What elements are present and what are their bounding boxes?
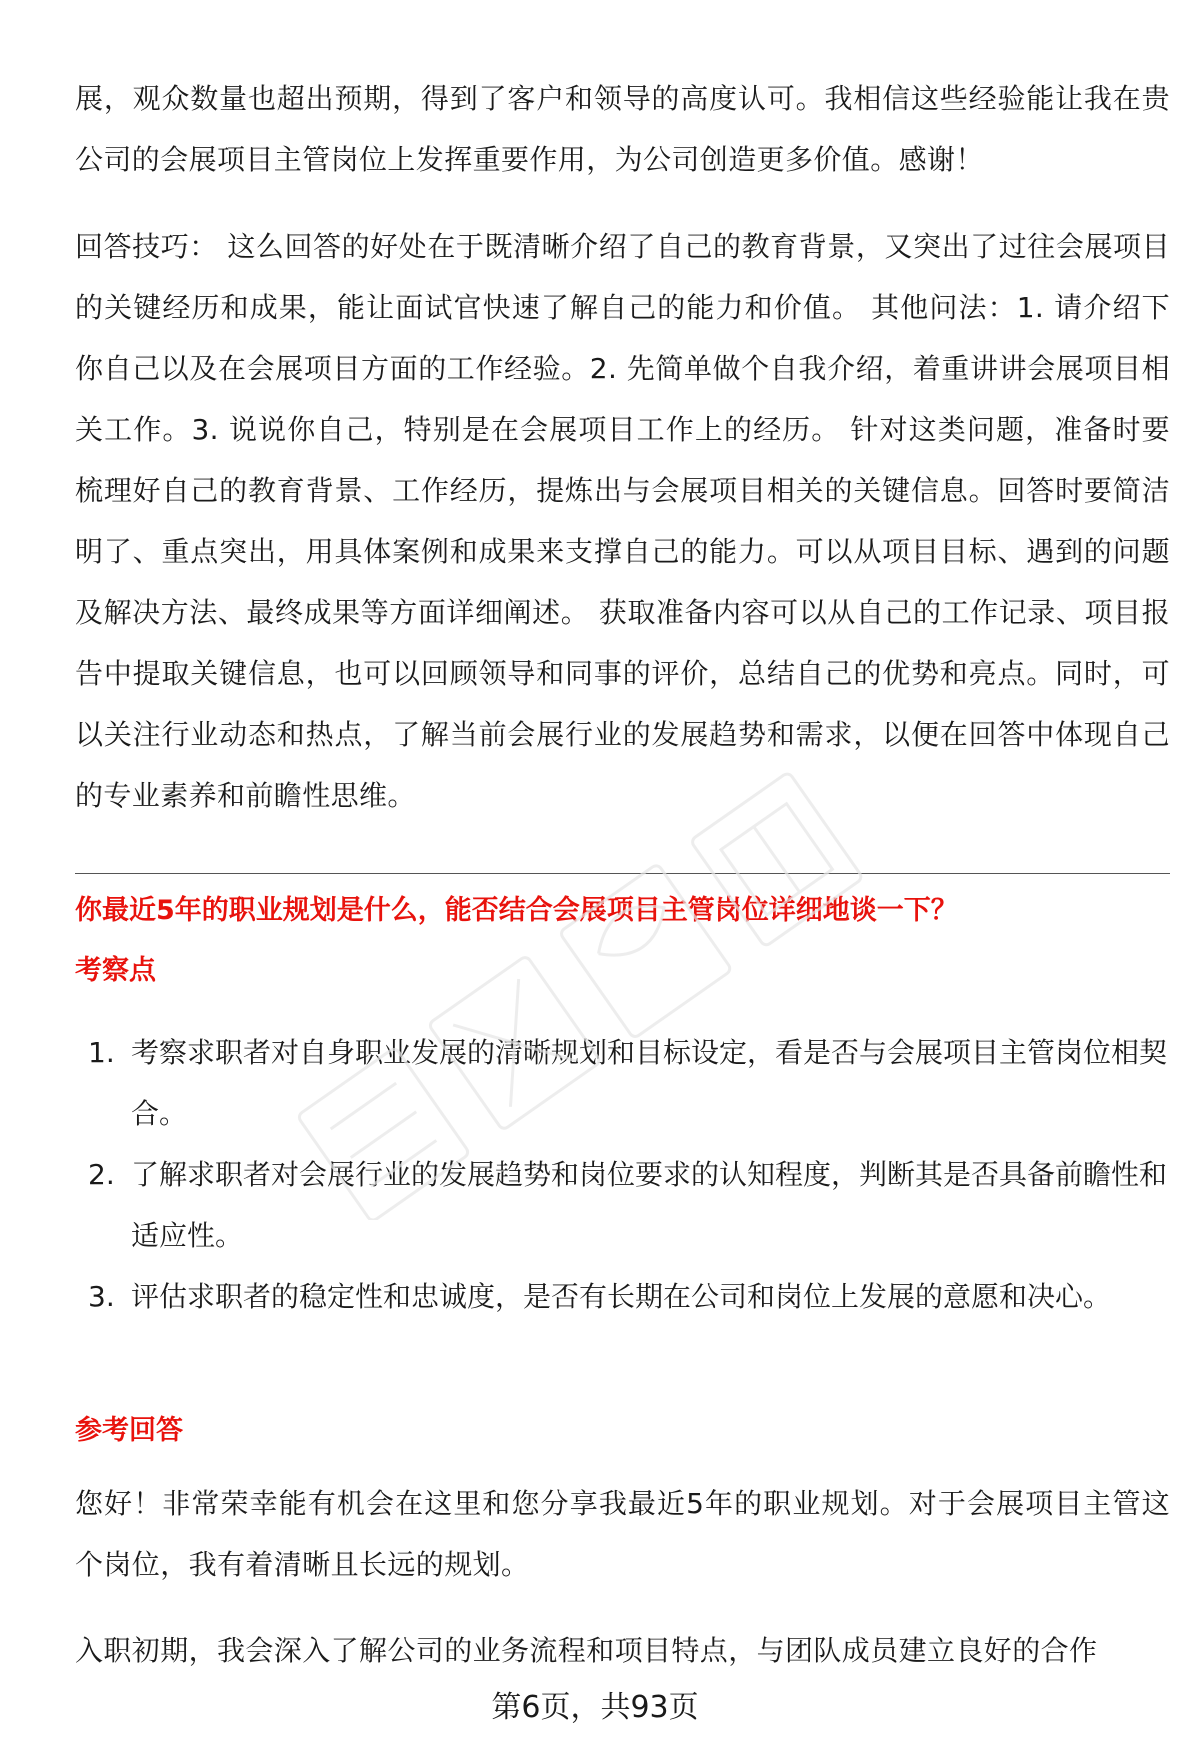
assessment-points-heading: 考察点 bbox=[75, 955, 156, 986]
paragraph-previous-answer-end: 展，观众数量也超出预期，得到了客户和领导的高度认可。我相信这些经验能让我在贵公司的会展项目主管岗位上发挥重要作用，为公司创造更多价值。感谢！ bbox=[75, 82, 1170, 176]
paragraph-answer-tips: 回答技巧： 这么回答的好处在于既清晰介绍了自己的教育背景，又突出了过往会展项目的关键经历和成果，能让面试官快速了解自己的能力和价值。 其他问法：1. 请介绍下你自己以及在会展项目方面的工作经验。2. 先简单做个自我介绍，着重讲讲会展项目相关工作。3. 说说你自己，特别是在会展项目工作上的经历。 针对这类问题，准备时要梳理好自己的教育背景、工作经历，提炼出与会展项目相关的关键信息。回答时要简洁明了、重点突出，用具体案例和成果来支撑自己的能力。可以从项目目标、遇到的问题及解决方法、最终成果等方面详细阐述。 获取准备内容可以从自己的工作记录、项目报告中提取关键信息，也可以回顾领导和同事的评价，总结自己的优势和亮点。同时，可以关注行业动态和热点，了解当前会展行业的发展趋势和需求，以便在回答中体现自己的专业素养和前瞻性思维。 bbox=[75, 230, 1170, 812]
list-item bbox=[75, 1144, 1170, 1266]
document-page bbox=[75, 0, 1170, 1755]
page-number: 第6页，共93页 bbox=[491, 1690, 699, 1725]
list-item-number: 2. bbox=[88, 1158, 115, 1191]
question-title: 你最近5年的职业规划是什么，能否结合会展项目主管岗位详细地谈一下？ bbox=[75, 895, 958, 926]
reference-answer-paragraph: 您好！非常荣幸能有机会在这里和您分享我最近5年的职业规划。对于会展项目主管这个岗位，我有着清晰且长远的规划。 bbox=[75, 1487, 1170, 1581]
list-item-text: 评估求职者的稳定性和忠诚度，是否有长期在公司和岗位上发展的意愿和决心。 bbox=[131, 1280, 1112, 1313]
list-item-number: 3. bbox=[88, 1280, 115, 1313]
list-item bbox=[75, 1266, 1170, 1327]
list-item bbox=[75, 1022, 1170, 1144]
assessment-points-list bbox=[75, 1022, 1170, 1327]
list-item-text: 了解求职者对会展行业的发展趋势和岗位要求的认知程度，判断其是否具备前瞻性和适应性。 bbox=[131, 1158, 1168, 1252]
list-item-text: 考察求职者对自身职业发展的清晰规划和目标设定，看是否与会展项目主管岗位相契合。 bbox=[131, 1036, 1168, 1130]
list-item-number: 1. bbox=[88, 1036, 115, 1069]
reference-answer-paragraph: 入职初期，我会深入了解公司的业务流程和项目特点，与团队成员建立良好的合作 bbox=[75, 1634, 1098, 1667]
reference-answer-heading: 参考回答 bbox=[75, 1415, 183, 1446]
section-divider bbox=[75, 873, 1170, 874]
